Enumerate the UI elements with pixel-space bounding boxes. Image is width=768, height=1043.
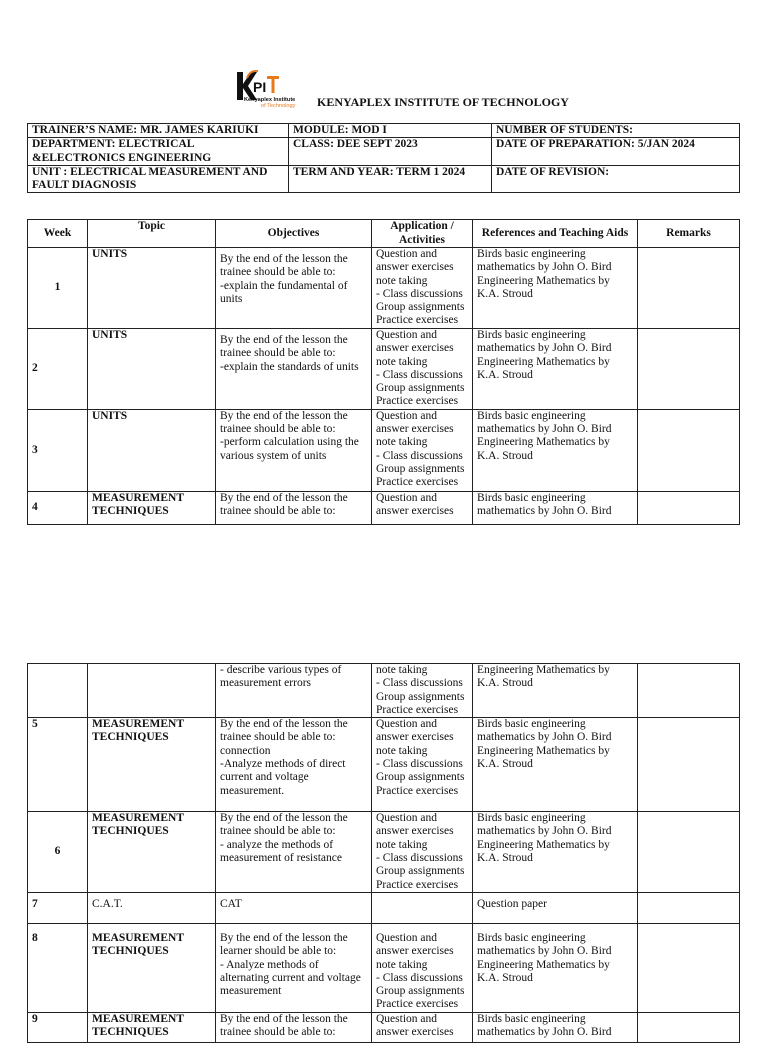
table-row: [28, 491, 740, 524]
activity-line: Group assignments: [376, 301, 465, 314]
trainer-name: TRAINER’S NAME: MR. JAMES KARIUKI: [28, 124, 289, 138]
topic-line: C.A.T.: [92, 897, 123, 910]
activity-line: Group assignments: [376, 865, 465, 878]
objective-line: - Analyze methods of: [220, 958, 319, 971]
objectives-cell: [216, 409, 372, 491]
reference-line: Birds basic engineering: [477, 812, 586, 825]
week-cell: 1: [28, 248, 88, 329]
table-row: [28, 923, 740, 1012]
objective-line: -perform calculation using the: [220, 436, 359, 449]
table-row: [28, 718, 740, 812]
topic-line: TECHNIQUES: [92, 505, 169, 518]
table-row: [28, 812, 740, 893]
reference-line: mathematics by John O. Bird: [477, 261, 612, 274]
week-cell: 3: [28, 409, 88, 491]
remarks-cell: [638, 248, 740, 329]
institute-logo: [236, 70, 314, 108]
topic-cell: [88, 718, 216, 812]
topic-cell: [88, 248, 216, 329]
objectives-cell: [216, 329, 372, 410]
activity-line: answer exercises: [376, 423, 454, 436]
date-of-preparation: DATE OF PREPARATION: 5/JAN 2024: [492, 138, 740, 166]
col-topic: Topic: [88, 220, 216, 248]
topic-line: MEASUREMENT: [92, 718, 185, 731]
references-cell: [473, 923, 638, 1012]
references-cell: [473, 248, 638, 329]
col-objectives: Objectives: [216, 220, 372, 248]
objective-line: units: [220, 292, 243, 305]
col-references: References and Teaching Aids: [473, 220, 638, 248]
remarks-cell: [638, 1012, 740, 1042]
objective-line: - describe various types of: [220, 664, 342, 676]
objective-line: By the end of the lesson the: [220, 491, 348, 504]
activity-line: note taking: [376, 274, 428, 287]
activities-cell: [372, 923, 473, 1012]
topic-line: MEASUREMENT: [92, 812, 185, 825]
objective-line: -Analyze methods of direct: [220, 758, 346, 771]
objectives-cell: [216, 892, 372, 923]
objective-line: measurement: [220, 985, 282, 998]
activity-line: Question and: [376, 718, 438, 731]
schedule-table-continued: [27, 663, 740, 1043]
activities-cell: [372, 718, 473, 812]
reference-line: Birds basic engineering: [477, 491, 586, 504]
week-cell: 8: [28, 923, 88, 1012]
activity-line: Question and: [376, 931, 438, 944]
objective-line: By the end of the lesson the: [220, 409, 348, 422]
references-cell: [473, 892, 638, 923]
topic-cell: [88, 923, 216, 1012]
objective-line: -explain the standards of units: [220, 360, 359, 373]
reference-line: Birds basic engineering: [477, 248, 586, 260]
date-of-revision: DATE OF REVISION:: [492, 165, 740, 193]
week-cell: 9: [28, 1012, 88, 1042]
table-row: [28, 329, 740, 410]
activity-line: Group assignments: [376, 771, 465, 784]
reference-line: K.A. Stroud: [477, 971, 533, 984]
topic-cell: [88, 329, 216, 410]
activity-line: answer exercises: [376, 1026, 454, 1039]
objective-line: measurement of resistance: [220, 852, 342, 865]
activity-line: - Class discussions: [376, 971, 463, 984]
objective-line: -explain the fundamental of: [220, 279, 348, 292]
table-row: [28, 892, 740, 923]
activity-line: Group assignments: [376, 462, 465, 475]
objectives-cell: [216, 812, 372, 893]
objective-line: measurement.: [220, 784, 285, 797]
activity-line: answer exercises: [376, 731, 454, 744]
reference-line: Birds basic engineering: [477, 718, 586, 731]
activity-line: Practice exercises: [376, 998, 459, 1011]
logo-letters: KPIT: [236, 70, 239, 71]
reference-line: Engineering Mathematics by: [477, 436, 610, 449]
activity-line: note taking: [376, 664, 428, 676]
objectives-cell: [216, 1012, 372, 1042]
week-cell: 2: [28, 329, 88, 410]
activity-line: note taking: [376, 744, 428, 757]
objective-line: trainee should be able to:: [220, 505, 336, 518]
reference-line: K.A. Stroud: [477, 852, 533, 865]
activity-line: note taking: [376, 958, 428, 971]
remarks-cell: [638, 329, 740, 410]
activity-line: - Class discussions: [376, 758, 463, 771]
reference-line: Engineering Mathematics by: [477, 664, 610, 676]
activity-line: note taking: [376, 355, 428, 368]
week-cell: [28, 664, 88, 718]
course-info-table: [27, 123, 740, 193]
topic-cell: [88, 1012, 216, 1042]
topic-line: TECHNIQUES: [92, 825, 169, 838]
activity-line: Practice exercises: [376, 878, 459, 891]
objective-line: By the end of the lesson the: [220, 812, 348, 825]
table-row: [28, 409, 740, 491]
topic-line: UNITS: [92, 329, 128, 341]
department: DEPARTMENT: ELECTRICAL &ELECTRONICS ENGINEERING: [28, 138, 289, 166]
activity-line: Question and: [376, 1012, 438, 1025]
activity-line: - Class discussions: [376, 449, 463, 462]
reference-line: Engineering Mathematics by: [477, 744, 610, 757]
topic-cell: [88, 892, 216, 923]
objectives-cell: [216, 718, 372, 812]
reference-line: mathematics by John O. Bird: [477, 423, 612, 436]
objective-line: By the end of the lesson the: [220, 931, 348, 944]
topic-line: TECHNIQUES: [92, 945, 169, 958]
topic-line: TECHNIQUES: [92, 731, 169, 744]
activity-line: - Class discussions: [376, 287, 463, 300]
table-row: [28, 248, 740, 329]
references-cell: [473, 812, 638, 893]
col-application: Application / Activities: [372, 220, 473, 248]
objectives-cell: [216, 923, 372, 1012]
objective-line: By the end of the lesson the: [220, 334, 348, 346]
reference-line: Birds basic engineering: [477, 409, 586, 422]
activity-line: Group assignments: [376, 382, 465, 395]
col-week: Week: [28, 220, 88, 248]
logo-line-2: of Technology: [261, 103, 296, 108]
objective-line: measurement errors: [220, 677, 312, 690]
reference-line: Birds basic engineering: [477, 931, 586, 944]
col-remarks: Remarks: [638, 220, 740, 248]
activity-line: Practice exercises: [376, 703, 459, 716]
activities-cell: [372, 664, 473, 718]
week-cell: 4: [28, 491, 88, 524]
topic-cell: [88, 812, 216, 893]
reference-line: K.A. Stroud: [477, 758, 533, 771]
objective-line: various system of units: [220, 449, 327, 462]
schedule-table: [27, 219, 740, 525]
unit: UNIT : ELECTRICAL MEASUREMENT AND FAULT DIAGNOSIS: [28, 165, 289, 193]
objective-line: connection: [220, 744, 271, 757]
activity-line: Practice exercises: [376, 476, 459, 489]
activity-line: note taking: [376, 436, 428, 449]
week-cell: 5: [28, 718, 88, 812]
activity-line: answer exercises: [376, 945, 454, 958]
table-row: [28, 664, 740, 718]
activity-line: Question and: [376, 248, 438, 260]
objectives-cell: [216, 664, 372, 718]
activity-line: Practice exercises: [376, 314, 459, 327]
objective-line: current and voltage: [220, 771, 309, 784]
activities-cell: [372, 409, 473, 491]
reference-line: Engineering Mathematics by: [477, 958, 610, 971]
objective-line: trainee should be able to:: [220, 731, 336, 744]
activity-line: Question and: [376, 491, 438, 504]
reference-line: mathematics by John O. Bird: [477, 945, 612, 958]
remarks-cell: [638, 664, 740, 718]
number-of-students: NUMBER OF STUDENTS:: [492, 124, 740, 138]
topic-line: MEASUREMENT: [92, 931, 185, 944]
remarks-cell: [638, 409, 740, 491]
objective-line: trainee should be able to:: [220, 423, 336, 436]
activities-cell: [372, 248, 473, 329]
term-and-year: TERM AND YEAR: TERM 1 2024: [289, 165, 492, 193]
reference-line: Engineering Mathematics by: [477, 274, 610, 287]
activity-line: - Class discussions: [376, 677, 463, 690]
objective-line: By the end of the lesson the: [220, 718, 348, 731]
topic-cell: [88, 491, 216, 524]
activity-line: answer exercises: [376, 505, 454, 518]
reference-line: mathematics by John O. Bird: [477, 731, 612, 744]
objective-line: alternating current and voltage: [220, 971, 361, 984]
reference-line: Engineering Mathematics by: [477, 355, 610, 368]
topic-line: UNITS: [92, 248, 128, 260]
reference-line: mathematics by John O. Bird: [477, 505, 612, 518]
activity-line: Group assignments: [376, 985, 465, 998]
objective-line: trainee should be able to:: [220, 347, 336, 360]
activity-line: - Class discussions: [376, 368, 463, 381]
activity-line: Practice exercises: [376, 784, 459, 797]
reference-line: mathematics by John O. Bird: [477, 825, 612, 838]
remarks-cell: [638, 923, 740, 1012]
reference-line: mathematics by John O. Bird: [477, 342, 612, 355]
topic-line: TECHNIQUES: [92, 1026, 169, 1039]
reference-line: mathematics by John O. Bird: [477, 1026, 612, 1039]
class: CLASS: DEE SEPT 2023: [289, 138, 492, 166]
institution-name: KENYAPLEX INSTITUTE OF TECHNOLOGY: [317, 95, 569, 109]
remarks-cell: [638, 718, 740, 812]
activities-cell: [372, 1012, 473, 1042]
reference-line: K.A. Stroud: [477, 449, 533, 462]
remarks-cell: [638, 491, 740, 524]
objective-line: trainee should be able to:: [220, 1026, 336, 1039]
topic-line: UNITS: [92, 409, 128, 422]
activity-line: note taking: [376, 838, 428, 851]
activity-line: answer exercises: [376, 261, 454, 274]
reference-line: Engineering Mathematics by: [477, 838, 610, 851]
objectives-cell: [216, 248, 372, 329]
references-cell: [473, 664, 638, 718]
reference-line: K.A. Stroud: [477, 287, 533, 300]
reference-line: Birds basic engineering: [477, 1012, 586, 1025]
reference-line: K.A. Stroud: [477, 368, 533, 381]
reference-line: Question paper: [477, 897, 547, 910]
activity-line: answer exercises: [376, 342, 454, 355]
objective-line: trainee should be able to:: [220, 266, 336, 279]
activity-line: - Class discussions: [376, 852, 463, 865]
objectives-cell: [216, 491, 372, 524]
week-cell: 7: [28, 892, 88, 923]
references-cell: [473, 1012, 638, 1042]
activities-cell: [372, 892, 473, 923]
reference-line: K.A. Stroud: [477, 677, 533, 690]
references-cell: [473, 409, 638, 491]
topic-line: MEASUREMENT: [92, 491, 185, 504]
remarks-cell: [638, 812, 740, 893]
remarks-cell: [638, 892, 740, 923]
logo-line-1: Kenyaplex Institute: [244, 97, 296, 103]
activity-line: Question and: [376, 329, 438, 341]
activities-cell: [372, 491, 473, 524]
objective-line: By the end of the lesson the: [220, 1012, 348, 1025]
references-cell: [473, 329, 638, 410]
objective-line: trainee should be able to:: [220, 825, 336, 838]
activity-line: Group assignments: [376, 690, 465, 703]
activity-line: answer exercises: [376, 825, 454, 838]
reference-line: Birds basic engineering: [477, 329, 586, 341]
week-cell: 6: [28, 812, 88, 893]
references-cell: [473, 491, 638, 524]
activity-line: Practice exercises: [376, 395, 459, 408]
activities-cell: [372, 329, 473, 410]
objective-line: CAT: [220, 897, 242, 910]
topic-line: MEASUREMENT: [92, 1012, 185, 1025]
objective-line: - analyze the methods of: [220, 838, 334, 851]
table-row: [28, 1012, 740, 1042]
activities-cell: [372, 812, 473, 893]
objective-line: learner should be able to:: [220, 945, 337, 958]
activity-line: Question and: [376, 812, 438, 825]
topic-cell: [88, 664, 216, 718]
references-cell: [473, 718, 638, 812]
objective-line: By the end of the lesson the: [220, 253, 348, 265]
activity-line: Question and: [376, 409, 438, 422]
module: MODULE: MOD I: [289, 124, 492, 138]
topic-cell: [88, 409, 216, 491]
svg-text:PI: PI: [253, 79, 267, 95]
